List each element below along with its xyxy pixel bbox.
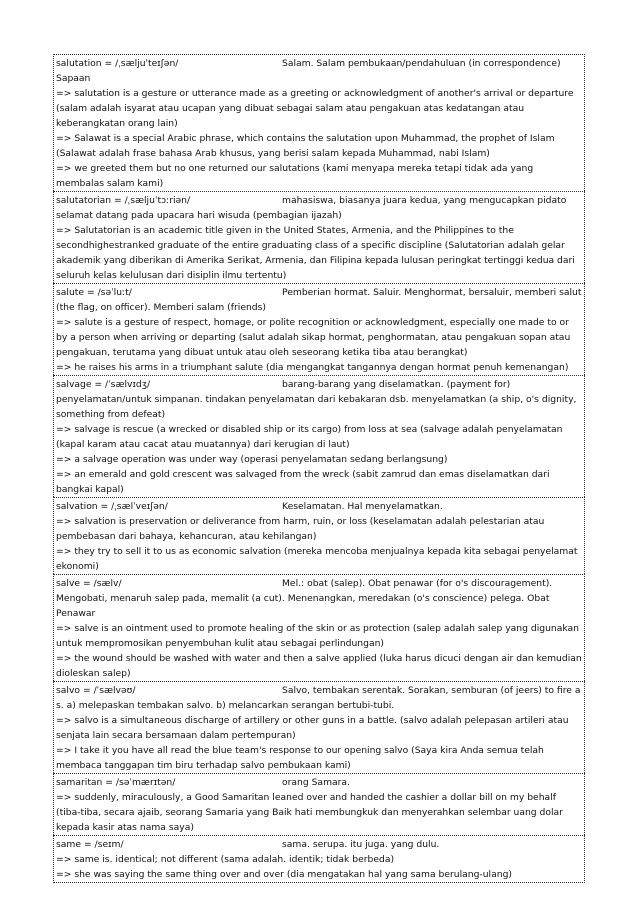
example-line: => I take it you have all read the blue team's response to our opening salvo (Saya kira Anda semua telah membaca tanggapan tim biru terhadap salvo pembukaan kami) xyxy=(56,745,544,771)
example-line: => an emerald and gold crescent was salvaged from the wreck (sabit zamrud dan emas diselamatkan dari bangkai kapal) xyxy=(56,469,550,495)
entry-definition: Salvo, tembakan serentak. Sorakan, semburan (of jeers) to fire a s. a) melepaskan tembakan salvo. b) melancarkan serangan bertubi-tubi. xyxy=(56,685,581,711)
entry-salute xyxy=(53,283,585,375)
example-line: => he raises his arms in a triumphant salute (dia mengangkat tangannya dengan hormat penuh kemenangan) xyxy=(56,362,569,373)
example-line: => a salvage operation was under way (operasi penyelamatan sedang berlangsung) xyxy=(56,454,448,465)
example-line: => salute is a gesture of respect, homage, or polite recognition or acknowledgment, especially one made to or by a person when arriving or departing (salut adalah sikap hormat, penghormatan, atau pengakuan sopan atau pengakuan, terutama yang dibuat untuk atau oleh seseorang ketika tiba atau berangkat) xyxy=(56,317,571,358)
entry-term: salvo = /ˈsælvəʊ/ xyxy=(56,685,136,696)
entry-same xyxy=(53,835,585,883)
entry-definition: Keselamatan. Hal menyelamatkan. xyxy=(282,501,443,512)
entry-term: salute = /səˈluːt/ xyxy=(56,287,132,298)
entry-head xyxy=(56,499,582,514)
dictionary-document xyxy=(53,54,585,883)
entry-definition: sama. serupa. itu juga. yang dulu. xyxy=(282,839,440,850)
entry-definition: barang-barang yang diselamatkan. (payment for) penyelamatan/untuk simpanan. tindakan penyelamatan dari kebakaran dsb. menyelamatkan (a ship, o's dignity, something from defeat) xyxy=(56,379,577,420)
entry-term: same = /seɪm/ xyxy=(56,839,124,850)
example-line: => she was saying the same thing over and over (dia mengatakan hal yang sama berulang-ulang) xyxy=(56,869,512,880)
entry-salutatorian xyxy=(53,191,585,283)
example-line: => salvation is preservation or deliverance from harm, ruin, or loss (keselamatan adalah pelestarian atau pembebasan dari bahaya, kehancuran, atau kehilangan) xyxy=(56,516,545,542)
example-line: => Salawat is a special Arabic phrase, which contains the salutation upon Muhammad, the prophet of Islam (Salawat adalah frase bahasa Arab khusus, yang berisi salam kepada Muhammad, nabi Islam) xyxy=(56,133,555,159)
entry-term: salutatorian = /ˌsæljuˈtɔːriən/ xyxy=(56,195,191,206)
example-line: => salve is an ointment used to promote healing of the skin or as protection (salep adalah salep yang digunakan untuk mempromosikan penyembuhan kulit atau sebagai perlindungan) xyxy=(56,623,579,649)
entry-head xyxy=(56,837,582,852)
example-line: => same is. identical; not different (sama adalah. identik; tidak berbeda) xyxy=(56,854,395,865)
example-line: => salvo is a simultaneous discharge of artillery or other guns in a battle. (salvo adalah pelepasan artileri atau senjata lain secara bersamaan dalam pertempuran) xyxy=(56,715,569,741)
entry-head xyxy=(56,285,582,315)
entry-definition: Pemberian hormat. Saluir. Menghormat, bersaluir, memberi salut (the flag, on officer). Memberi salam (friends) xyxy=(56,287,582,313)
entry-salvation xyxy=(53,497,585,574)
entry-head xyxy=(56,56,582,86)
entry-head xyxy=(56,193,582,223)
entry-salutation xyxy=(53,54,585,191)
example-line: => the wound should be washed with water and then a salve applied (luka harus dicuci dengan air dan kemudian dioleskan salep) xyxy=(56,653,582,679)
entry-definition: orang Samara. xyxy=(282,777,350,788)
example-line: => salutation is a gesture or utterance made as a greeting or acknowledgment of another's arrival or departure (salam adalah isyarat atau ucapan yang dibuat sebagai salam atau pengakuan atas kedatangan atau keberangkatan orang lain) xyxy=(56,88,574,129)
example-line: => suddenly, miraculously, a Good Samaritan leaned over and handed the cashier a dollar bill on my behalf (tiba-tiba, secara ajaib, seorang Samaria yang Baik hati membungkuk dan menyerahkan selembar uang dolar kepada kasir atas nama saya) xyxy=(56,792,563,833)
entry-definition: Salam. Salam pembukaan/pendahuluan (in correspondence) Sapaan xyxy=(56,58,561,84)
entry-head xyxy=(56,683,582,713)
entry-term: salvage = /ˈsælvɪdʒ/ xyxy=(56,379,151,390)
entry-samaritan xyxy=(53,773,585,835)
entry-head xyxy=(56,775,582,790)
entry-term: salutation = /ˌsæljuˈteɪʃən/ xyxy=(56,58,179,69)
example-line: => salvage is rescue (a wrecked or disabled ship or its cargo) from loss at sea (salvage adalah penyelamatan (kapal karam atau cacat atau muatannya) dari kerugian di laut) xyxy=(56,424,563,450)
example-line: => they try to sell it to us as economic salvation (mereka mencoba menjualnya kepada kita sebagai penyelamat ekonomi) xyxy=(56,546,578,572)
entry-head xyxy=(56,377,582,422)
entry-term: salvation = /ˌsælˈveɪʃən/ xyxy=(56,501,168,512)
example-line: => we greeted them but no one returned our salutations (kami menyapa mereka tetapi tidak ada yang membalas salam kami) xyxy=(56,163,534,189)
entry-definition: mahasiswa, biasanya juara kedua, yang mengucapkan pidato selamat datang pada upacara hari wisuda (pembagian ijazah) xyxy=(56,195,567,221)
entry-head xyxy=(56,576,582,621)
entry-definition: Mel.: obat (salep). Obat penawar (for o's discouragement). Mengobati, menaruh salep pada, memalit (a cut). Menenangkan, meredakan (o's conscience) pelega. Obat Penawar xyxy=(56,578,553,619)
example-line: => Salutatorian is an academic title given in the United States, Armenia, and the Philippines to the secondhighestranked graduate of the entire graduating class of a specific discipline (Salutatorian adalah gelar akademik yang diberikan di Amerika Serikat, Armenia, dan Filipina kepada lulusan peringkat tertinggi kedua dari seluruh kelas kelulusan dari disiplin ilmu tertentu) xyxy=(56,225,575,281)
entry-salvo xyxy=(53,681,585,773)
entry-term: salve = /sælv/ xyxy=(56,578,122,589)
entry-term: samaritan = /səˈmærɪtən/ xyxy=(56,777,176,788)
entry-salve xyxy=(53,574,585,681)
entry-salvage xyxy=(53,375,585,497)
